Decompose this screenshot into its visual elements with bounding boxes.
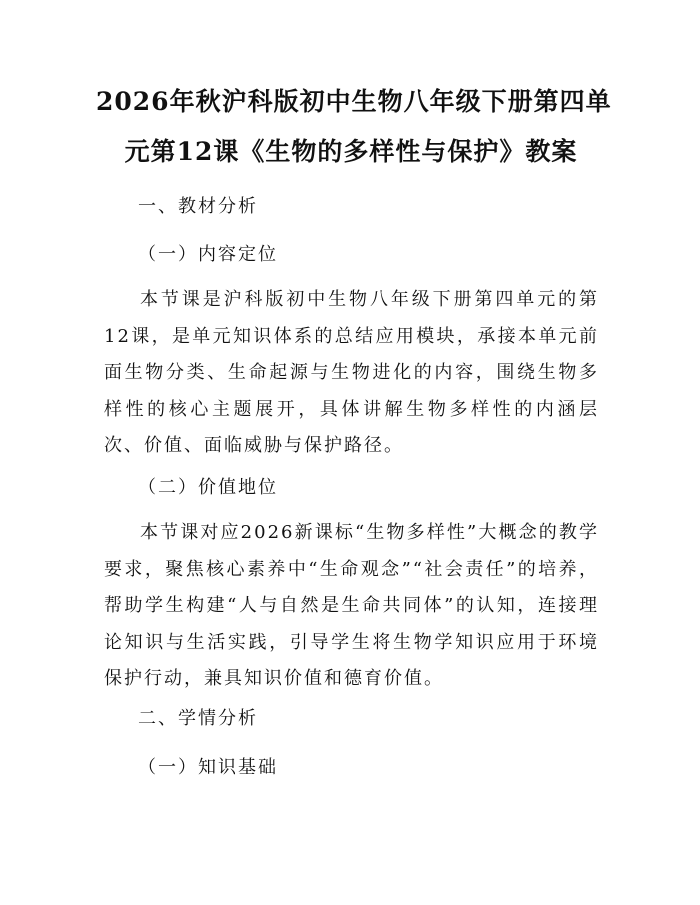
subsection-heading-content-positioning: （一）内容定位 — [138, 244, 278, 265]
section-heading-teaching-material-analysis: 一、教材分析 — [138, 196, 258, 217]
paragraph-content-positioning: 本节课是沪科版初中生物八年级下册第四单元的第12课，是单元知识体系的总结应用模块，承接本单元前面生物分类、生命起源与生物进化的内容，围绕生物多样性的核心主题展开，具体讲解生物多样性的内涵层次、价值、面临威胁与保护路径。 — [104, 289, 599, 457]
section-heading-learner-analysis: 二、学情分析 — [138, 708, 258, 729]
subsection-heading-knowledge-basis: （一）知识基础 — [138, 757, 278, 778]
paragraph-value-status: 本节课对应2026新课标“生物多样性”大概念的教学要求，聚焦核心素养中“生命观念”“社会责任”的培养，帮助学生构建“人与自然是生命共同体”的认知，连接理论知识与生活实践，引导学生将生物学知识应用于环境保护行动，兼具知识价值和德育价值。 — [104, 522, 599, 690]
document-title-line-1: 2026年秋沪科版初中生物八年级下册第四单 — [96, 87, 612, 116]
document-title-line-2: 元第12课《生物的多样性与保护》教案 — [124, 137, 578, 166]
subsection-heading-value-status: （二）价值地位 — [138, 477, 278, 498]
